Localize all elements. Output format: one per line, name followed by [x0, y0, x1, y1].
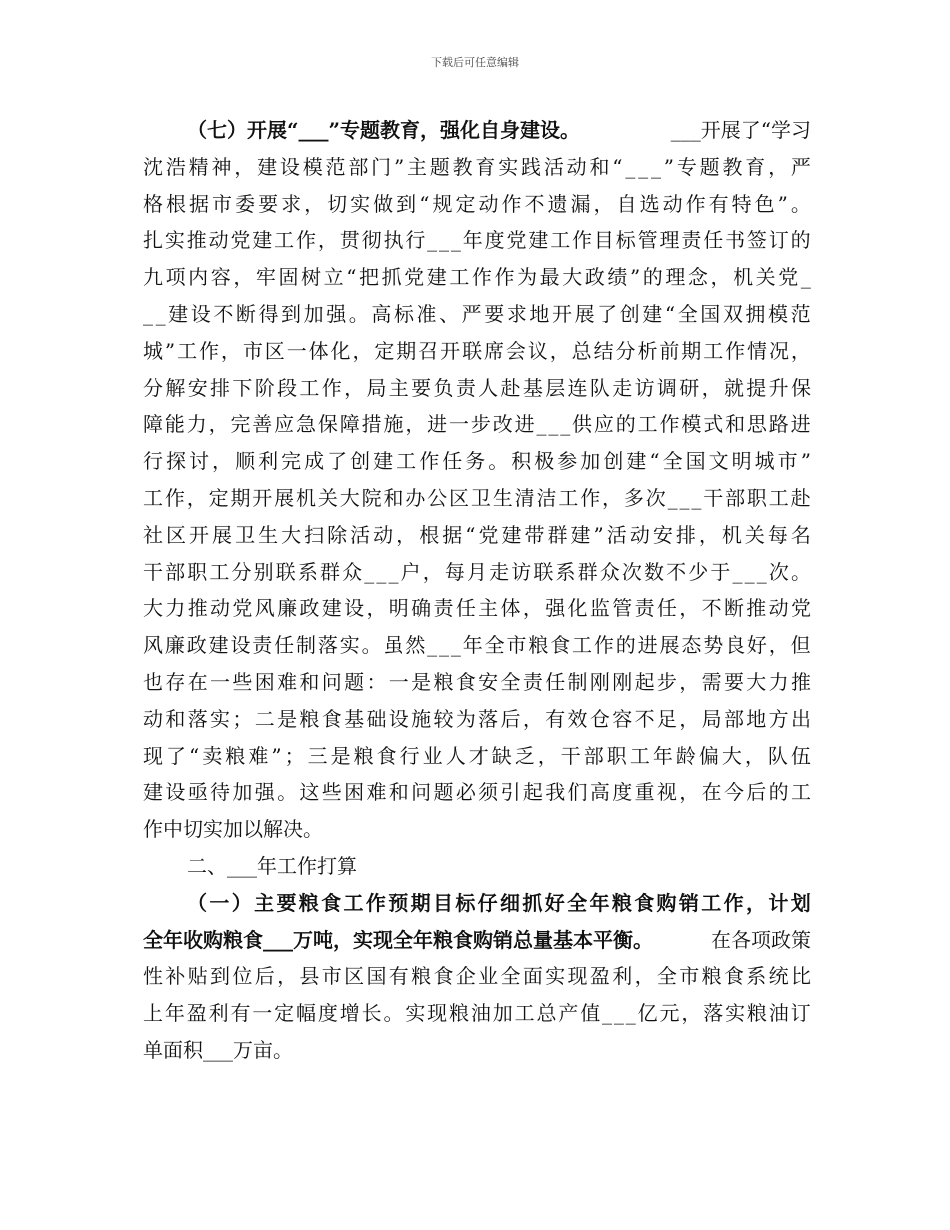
paragraph-line: 行 探 讨 ， 顺 利 完 成 了 创 建 工 作 任 务 。 积 极 参 加 创 建 “ 全 国 文 明 城 市 ” [143, 449, 811, 474]
paragraph-line: 现 了 “ 卖 粮 难 ” ； 三 是 粮 食 行 业 人 才 缺 乏 ， 干 部 职 工 年 龄 偏 大 ， 队 伍 [143, 743, 811, 768]
subsection-heading-line: （ 一 ） 主 要 粮 食 工 作 预 期 目 标 仔 细 抓 好 全 年 粮 食 购 销 工 作 ， 计 划 [187, 890, 811, 915]
paragraph-line: _ _ 建 设 不 断 得 到 加 强 。 高 标 准 、 严 要 求 地 开 展 了 创 建 “ 全 国 双 拥 模 范 [143, 301, 811, 326]
paragraph-line: 格 根 据 市 委 要 求 ， 切 实 做 到 “ 规 定 动 作 不 遗 漏 ， 自 选 动 作 有 特 色 ” 。 [143, 191, 811, 216]
paragraph-line: 作中切实加以解决。 [143, 817, 323, 842]
paragraph-line [143, 922, 811, 959]
paragraph-line: 建 设 亟 待 加 强 。 这 些 困 难 和 问 题 必 须 引 起 我 们 高 度 重 视 ， 在 今 后 的 工 [143, 780, 811, 805]
paragraph-line: 动 和 落 实 ； 二 是 粮 食 基 础 设 施 较 为 落 后 ， 有 效 仓 容 不 足 ， 局 部 地 方 出 [143, 706, 811, 731]
bold-target-segment: 全年收购粮食___万吨，实现全年粮食购销总量基本平衡。 [143, 927, 653, 952]
paragraph-line: 沈 浩 精 神 ， 建 设 模 范 部 门 ” 主 题 教 育 实 践 活 动 和 “ _ _ _ ” 专 题 教 育 ， 严 [143, 154, 811, 179]
paragraph-line: 扎 实 推 动 党 建 工 作 ， 贯 彻 执 行 _ _ _ 年 度 党 建 工 作 目 标 管 理 责 任 书 签 订 的 [143, 228, 811, 253]
paragraph-line: 上 年 盈 利 有 一 定 幅 度 增 长 。 实 现 粮 油 加 工 总 产 值 _ _ _ 亿 元 ， 落 实 粮 油 订 [143, 1001, 811, 1026]
text-segment: 在各项政策 [711, 927, 811, 952]
paragraph-line: 性 补 贴 到 位 后 ， 县 市 区 国 有 粮 食 企 业 全 面 实 现 盈 利 ， 全 市 粮 食 系 统 比 [143, 964, 811, 989]
paragraph-line: 大 力 推 动 党 风 廉 政 建 设 ， 明 确 责 任 主 体 ， 强 化 监 管 责 任 ， 不 断 推 动 党 [143, 596, 811, 621]
section-heading: 二、___年工作打算 [187, 853, 357, 878]
paragraph-line: 工 作 ， 定 期 开 展 机 关 大 院 和 办 公 区 卫 生 清 洁 工 作 ， 多 次 _ _ _ 干 部 职 工 赴 [143, 485, 811, 510]
text-segment: ___开展了“学习 [670, 118, 811, 142]
paragraph-line: 干 部 职 工 分 别 联 系 群 众 _ _ _ 户 ， 每 月 走 访 联 系 群 众 次 数 不 少 于 _ _ _ 次 。 [143, 559, 811, 584]
bold-heading-segment: （七）开展“___”专题教育，强化自身建设。 [187, 118, 581, 142]
paragraph-line: 城 ” 工 作 ， 市 区 一 体 化 ， 定 期 召 开 联 席 会 议 ， 总 结 分 析 前 期 工 作 情 况 ， [143, 338, 811, 363]
paragraph-line: 单面积___万亩。 [143, 1037, 293, 1062]
paragraph-line: 社 区 开 展 卫 生 大 扫 除 活 动 ， 根 据 “ 党 建 带 群 建 ” 活 动 安 排 ， 机 关 每 名 [143, 522, 811, 547]
page-header-note: 下载后可任意编辑 [431, 56, 519, 69]
paragraph-line: 分 解 安 排 下 阶 段 工 作 ， 局 主 要 负 责 人 赴 基 层 连 队 走 访 调 研 ， 就 提 升 保 [143, 375, 811, 400]
paragraph-line: 九 项 内 容 ， 牢 固 树 立 “ 把 抓 党 建 工 作 作 为 最 大 政 绩 ” 的 理 念 ， 机 关 党 _ [143, 265, 811, 290]
paragraph-line [143, 112, 811, 149]
paragraph-line: 也 存 在 一 些 困 难 和 问 题 ： 一 是 粮 食 安 全 责 任 制 刚 刚 起 步 ， 需 要 大 力 推 [143, 669, 811, 694]
paragraph-line: 障 能 力 ， 完 善 应 急 保 障 措 施 ， 进 一 步 改 进 _ _ _ 供 应 的 工 作 模 式 和 思 路 进 [143, 412, 811, 437]
paragraph-line: 风 廉 政 建 设 责 任 制 落 实 。 虽 然 _ _ _ 年 全 市 粮 食 工 作 的 进 展 态 势 良 好 ， 但 [143, 633, 811, 658]
document-body [143, 112, 811, 1069]
